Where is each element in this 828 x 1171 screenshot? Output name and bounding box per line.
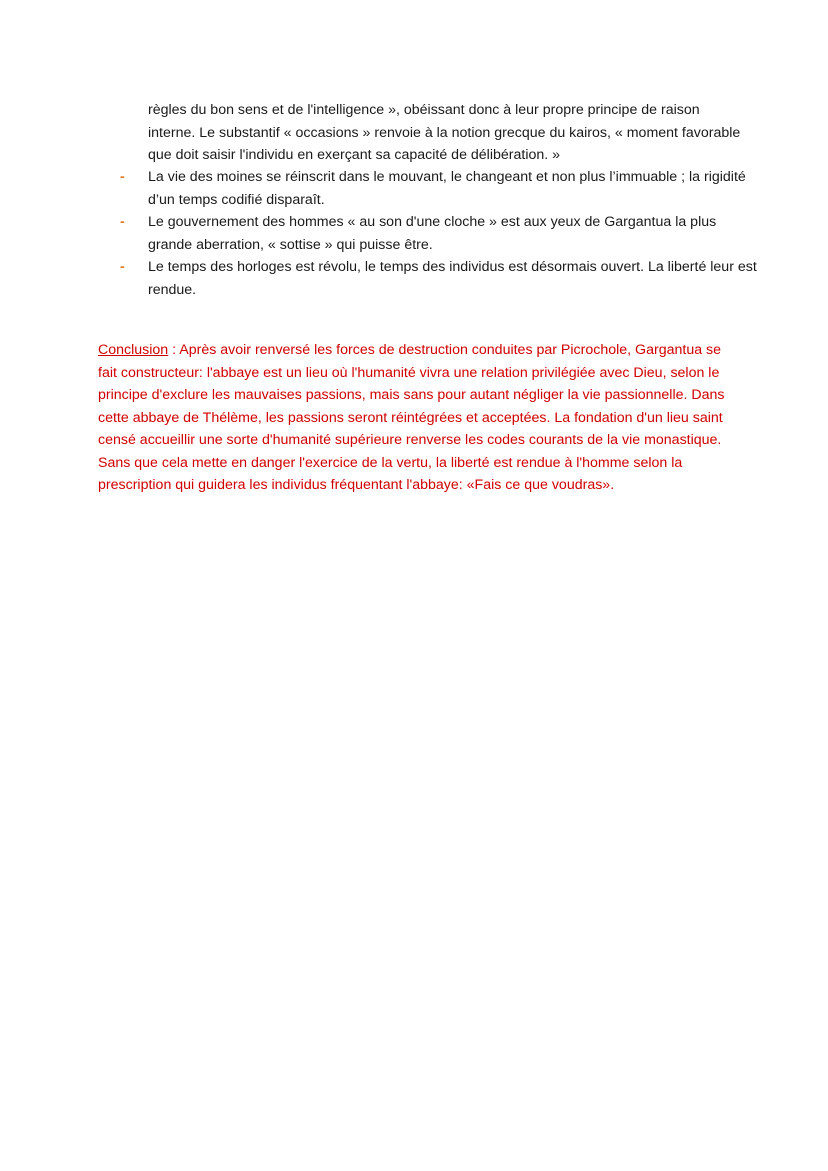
conclusion-text: Après avoir renversé les forces de destruction conduites par Picrochole, Gargantua se fait constructeur: l'abbaye est un lieu où l'humanité vivra une relation privilégiée avec Dieu, selon le principe d'exclure les mauvaises passions, mais sans pour autant négliger la vie passionnelle. Dans cette abbaye de Thélème, les passions seront réintégrées et acceptées. La fondation d'un lieu saint censé accueillir une sorte d'humanité supérieure renverse les codes courants de la vie monastique. Sans que cela mette en danger l'exercice de la vertu, la liberté est rendue à l'homme selon la prescription qui guidera les individus fréquentant l'abbaye: «Fais ce que voudras». (98, 342, 725, 493)
conclusion-label: Conclusion (98, 342, 169, 358)
list-item (120, 166, 760, 211)
bullet-list (120, 166, 760, 301)
bullet-text: Le temps des horloges est révolu, le temps des individus est désormais ouvert. La liberté leur est rendue. (148, 259, 757, 298)
conclusion-paragraph (98, 339, 738, 497)
list-item (120, 211, 760, 256)
conclusion-separator: : (168, 342, 180, 358)
bullet-dash-icon: - (120, 214, 125, 230)
bullet-dash-icon: - (120, 169, 125, 185)
continuation-paragraph: règles du bon sens et de l'intelligence », obéissant donc à leur propre principe de raison interne. Le substantif « occasions » renvoie à la notion grecque du kairos, « moment favorable que doit saisir l'individu en exerçant sa capacité de délibération. » (148, 102, 741, 163)
bullet-text: Le gouvernement des hommes « au son d'une cloche » est aux yeux de Gargantua la plus grande aberration, « sottise » qui puisse être. (148, 214, 717, 253)
bullet-dash-icon: - (120, 259, 125, 275)
bullet-text: La vie des moines se réinscrit dans le mouvant, le changeant et non plus l’immuable ; la rigidité d’un temps codifié disparaît. (148, 169, 746, 208)
list-item (120, 256, 760, 301)
